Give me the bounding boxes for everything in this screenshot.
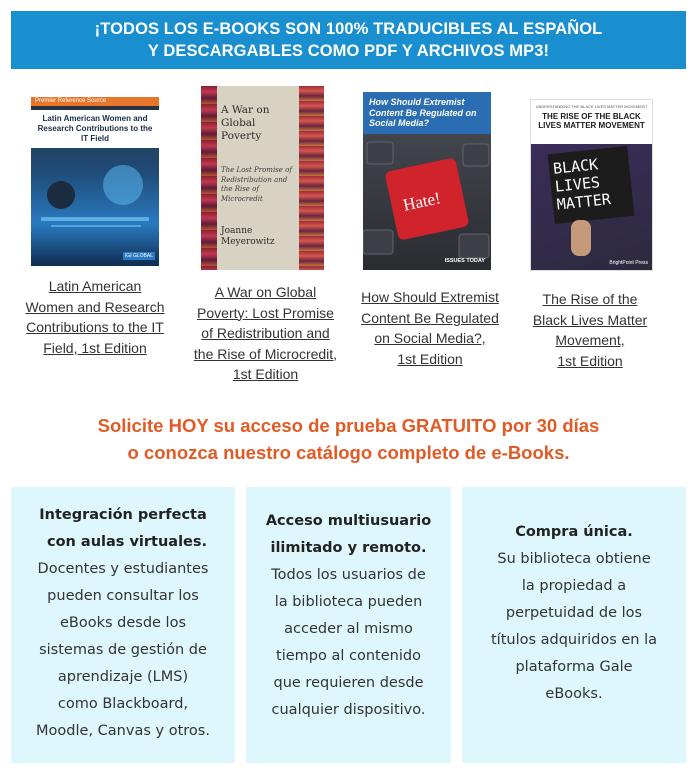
feature-text: como Blackboard, (57, 696, 189, 712)
banner-line-1: ¡TODOS LOS E-BOOKS SON 100% TRADUCIBLES AL ESPAÑOL (94, 20, 603, 38)
feature-text: plataforma Gale (515, 659, 633, 675)
feature-text: acceder al mismo (284, 621, 413, 637)
feature-text: la propiedad a (521, 578, 627, 594)
feature-text: tiempo al contenido (276, 648, 421, 664)
cover-title: THE RISE OF THE BLACK LIVES MATTER MOVEMENT (538, 112, 645, 130)
book-link-war-on-global-poverty[interactable] (183, 282, 348, 385)
feature-text: eBooks. (545, 686, 603, 702)
title-line: 1st Edition (557, 352, 623, 369)
sign-word: LIVES (554, 173, 601, 196)
title-line: Poverty: Lost Promise (197, 304, 334, 321)
book-link-latin-american-women[interactable] (15, 276, 175, 358)
title-line: Women and Research (25, 298, 165, 315)
title-line: 1st Edition (397, 350, 463, 367)
feature-box-multiuser (246, 487, 451, 763)
title-line: 1st Edition (232, 366, 299, 382)
feature-text: eBooks desde los (59, 615, 187, 631)
book-cover-war-on-global-poverty[interactable] (201, 86, 324, 270)
title-line: Content Be Regulated (361, 309, 499, 326)
feature-text: aprendizaje (LMS) (57, 669, 189, 685)
feature-box-purchase (462, 487, 686, 763)
title-line: Latin American (48, 278, 142, 294)
sign-word: BLACK (552, 155, 599, 178)
cover-author: Joanne Meyerowitz (221, 226, 275, 247)
feature-box-lms (11, 487, 235, 763)
cover-publisher: IGI GLOBAL (124, 253, 153, 259)
protest-sign (548, 146, 635, 224)
book-link-extremist-content[interactable] (350, 287, 510, 369)
cover-key-label: Hate! (401, 188, 443, 215)
title-line: Field, 1st Edition (43, 339, 147, 356)
feature-text: Moodle, Canvas y otros. (36, 723, 210, 739)
title-line: A War on Global (214, 284, 317, 300)
book-cover-latin-american-women[interactable] (31, 97, 159, 266)
feature-text: sistemas de gestión de (39, 642, 207, 658)
feature-text: Todos los usuarios de (271, 567, 426, 583)
cover-publisher: BrightPoint Press (609, 260, 648, 266)
trial-promo[interactable] (0, 412, 697, 466)
header-banner (11, 11, 686, 69)
cover-title: A War on Global Poverty (221, 104, 270, 142)
feature-text: pueden consultar los (47, 588, 199, 604)
book-cover-black-lives-matter[interactable] (530, 99, 653, 271)
cover-series: UNDERSTANDING THE BLACK LIVES MATTER MOVEMENT (535, 104, 648, 109)
feature-heading: Acceso multiusuario (265, 513, 432, 529)
title-line: on Social Media?, (374, 330, 486, 346)
feature-text: que requieren desde (273, 675, 424, 691)
promo-line-2: o conozca nuestro catálogo completo de e-Books. (127, 442, 570, 463)
feature-heading: Compra única. (515, 524, 633, 540)
title-line: Black Lives Matter (532, 311, 648, 328)
cover-series: Premier Reference Source (31, 97, 159, 106)
title-line: How Should Extremist (361, 289, 499, 305)
title-line: Movement, (555, 332, 625, 348)
cover-publisher: ISSUES TODAY (444, 258, 485, 264)
book-cover-extremist-content[interactable] (363, 92, 491, 270)
feature-heading: ilimitado y remoto. (270, 540, 427, 556)
hand-icon (571, 220, 591, 256)
feature-text: perpetuidad de los (505, 605, 643, 621)
book-link-black-lives-matter[interactable] (515, 289, 665, 371)
feature-heading: con aulas virtuales. (46, 534, 208, 550)
cover-subtitle: The Lost Promise of Redistribution and the Rise of Microcredit (221, 166, 292, 203)
sign-word: MATTER (555, 190, 612, 214)
title-line: The Rise of the (542, 291, 638, 307)
title-line: of Redistribution and (201, 325, 330, 341)
feature-text: cualquier dispositivo. (271, 702, 426, 718)
feature-heading: Integración perfecta (39, 507, 207, 523)
cover-title: How Should Extremist Content Be Regulated on Social Media? (363, 92, 491, 134)
promo-line-1: Solicite HOY su acceso de prueba GRATUITO por 30 días (97, 415, 600, 436)
title-line: Contributions to the IT (26, 319, 164, 335)
feature-text: la biblioteca pueden (274, 594, 423, 610)
cover-title: Latin American Women and Research Contributions to the IT Field (31, 110, 159, 148)
title-line: the Rise of Microcredit, (193, 345, 338, 362)
feature-text: Docentes y estudiantes (37, 561, 209, 577)
feature-text: Su biblioteca obtiene (497, 551, 651, 567)
feature-text: títulos adquiridos en la (490, 632, 658, 648)
cover-art-icon (31, 155, 159, 245)
banner-line-2: Y DESCARGABLES COMO PDF Y ARCHIVOS MP3! (147, 42, 550, 60)
